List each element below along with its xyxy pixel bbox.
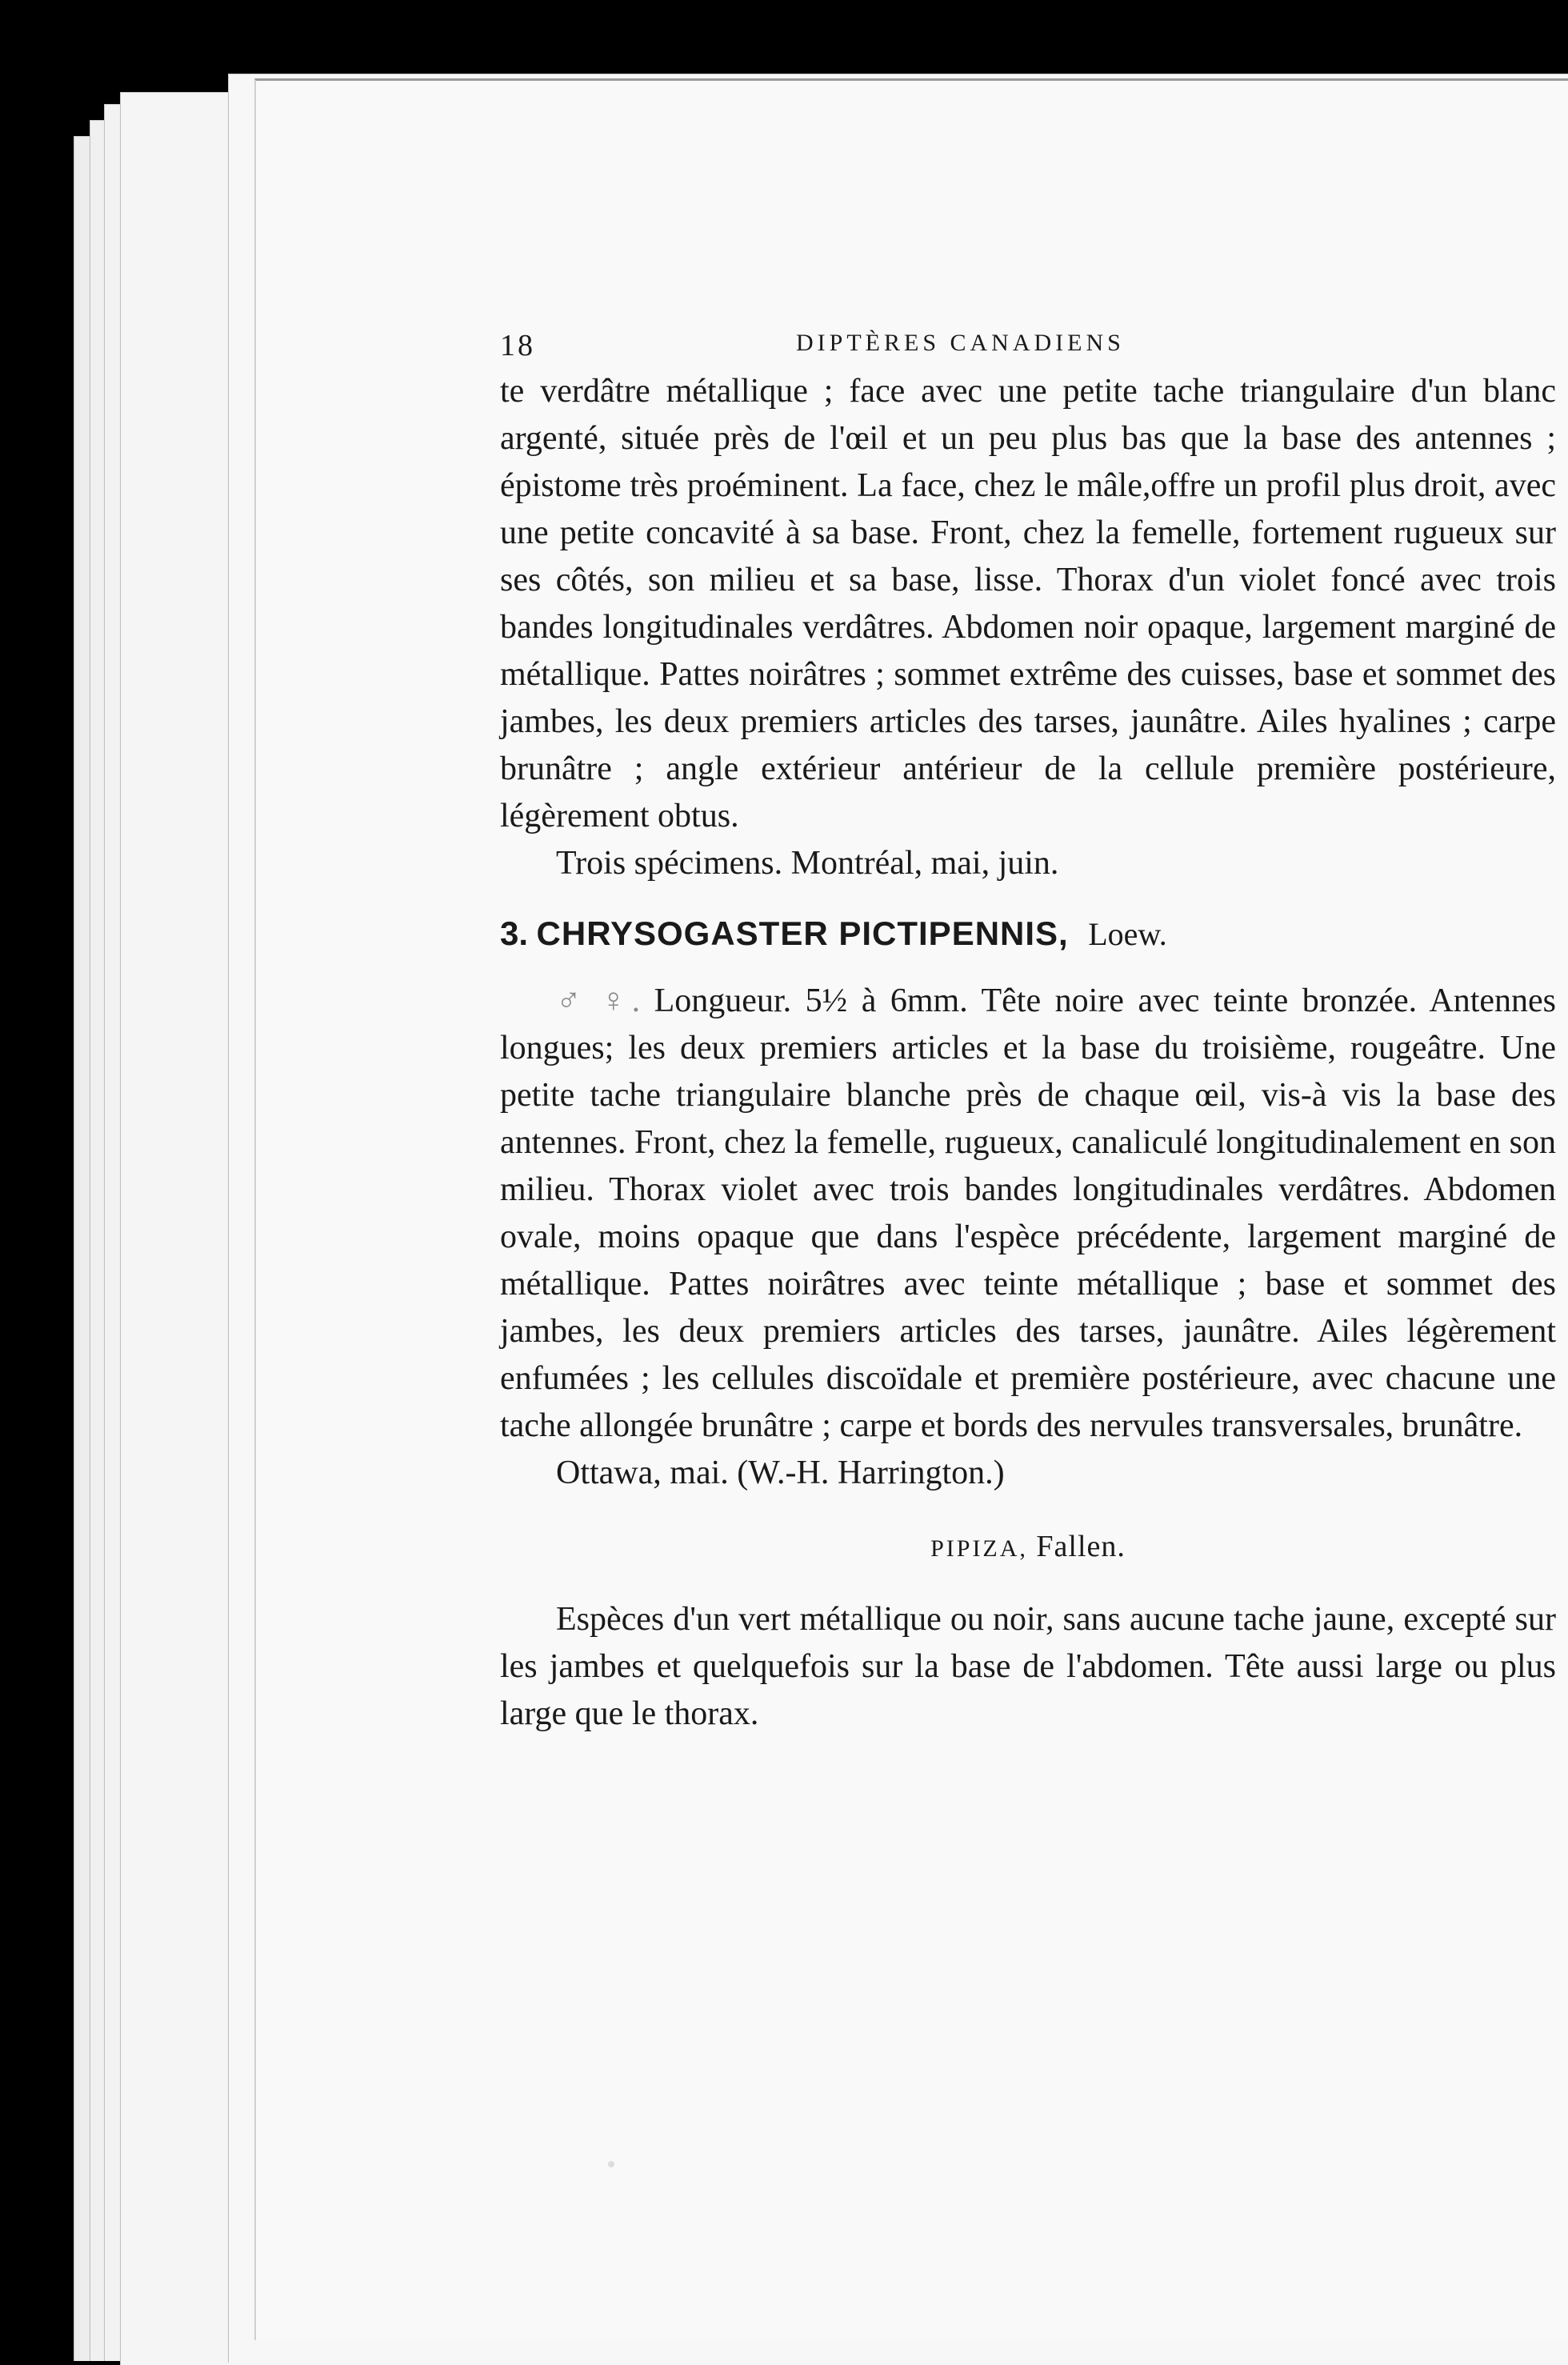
species-description-text: Longueur. 5½ à 6mm. Tête noire avec teinte bronzée. Antennes longues; les deux premiers articles et la base du troisième, rougeâtre. Une petite tache triangulaire blanche près de chaque œil, vis-à vis la base des antennes. Front, chez la femelle, rugueux, canaliculé longitudinalement en son milieu. Thorax violet avec trois bandes longitudinales verdâtres. Abdomen ovale, moins opaque que dans l'espèce précédente, largement marginé de métallique. Pattes noirâtres avec teinte métallique ; base et sommet des jambes, les deux premiers articles des tarses, jaunâtre. Ailes légèrement enfumées ; les cellules discoïdale et première postérieure, avec chacune une tache allongée brunâtre ; carpe et bords des nervules transversales, brunâtre. bbox=[500, 982, 1557, 1444]
species-number: 3. bbox=[500, 914, 529, 952]
locality-note: Ottawa, mai. (W.-H. Harrington.) bbox=[556, 1455, 1005, 1491]
paragraph-description-continued: te verdâtre métallique ; face avec une petite tache triangulaire d'un blanc argenté, située près de l'œil et un peu plus bas que la base des antennes ; épistome très proéminent. La face, chez le mâle,offre un profil plus droit, avec une petite concavité à sa base. Front, chez la femelle, fortement rugueux sur ses côtés, son milieu et sa base, lisse. Thorax d'un violet foncé avec trois bandes longitudinales verdâtres. Abdomen noir opaque, largement marginé de métallique. Pattes noirâtres ; sommet extrême des cuisses, base et sommet des jambes, les deux premiers articles des tarses, jaunâtre. Ailes hyalines ; carpe brunâtre ; angle extérieur antérieur de la cellule première postérieure, légèrement obtus. bbox=[500, 373, 1556, 834]
specimen-note: Trois spécimens. Montréal, mai, juin. bbox=[556, 845, 1059, 882]
sex-symbols: ♂ ♀. bbox=[556, 982, 641, 1019]
genus-heading bbox=[500, 1529, 1556, 1564]
species-description bbox=[500, 978, 1556, 1450]
species-heading bbox=[500, 914, 1556, 954]
genus-author: Fallen. bbox=[1036, 1530, 1126, 1563]
genus-description: Espèces d'un vert métallique ou noir, sans aucune tache jaune, excepté sur les jambes et quelquefois sur la base de l'abdomen. Tête aussi large ou plus large que le thorax. bbox=[500, 1601, 1556, 1732]
running-head bbox=[500, 320, 1556, 368]
running-title: DIPTÈRES CANADIENS bbox=[796, 330, 1125, 356]
page-text bbox=[500, 320, 1556, 1738]
species-author: Loew. bbox=[1088, 916, 1167, 952]
genus-name: PIPIZA, bbox=[930, 1535, 1028, 1562]
page-number: 18 bbox=[500, 329, 535, 362]
paper-speck bbox=[608, 2161, 614, 2167]
species-name: CHRYSOGASTER PICTIPENNIS, bbox=[536, 914, 1069, 952]
